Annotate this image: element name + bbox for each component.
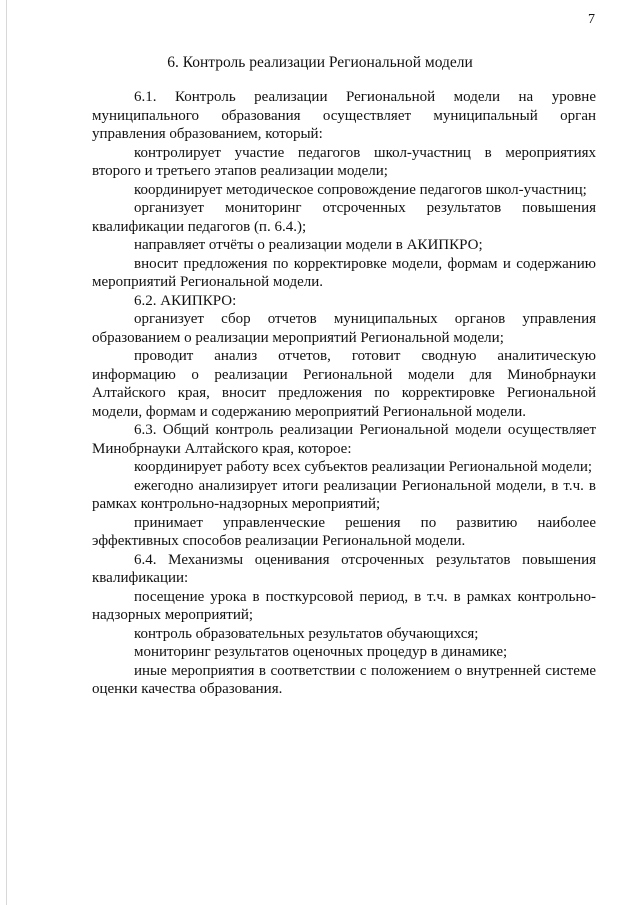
paragraph-item: организует сбор отчетов муниципальных органов управления образованием о реализации мероприятий Региональной модели; xyxy=(92,311,596,346)
paragraph-item: вносит предложения по корректировке модели, формам и содержанию мероприятий Региональной модели. xyxy=(92,255,596,290)
paragraph-item: мониторинг результатов оценочных процедур в динамике; xyxy=(134,644,508,660)
paragraph-6-2: 6.2. АКИПКРО: xyxy=(134,292,237,309)
paragraph-6-1: 6.1. Контроль реализации Региональной модели на уровне муниципального образования осуществляет муниципальный орган управления образованием, который: xyxy=(92,89,596,142)
paragraph-item: координирует методическое сопровождение педагогов школ-участниц; xyxy=(134,181,587,198)
page-edge-line xyxy=(6,0,7,905)
paragraph-item: проводит анализ отчетов, готовит сводную аналитическую информацию о реализации Региональной модели для Минобрнауки Алтайского края, вносит предложения по корректировке Региональной модели, формам и содержанию мероприятий Региональной модели. xyxy=(92,348,596,420)
paragraph-item: ежегодно анализирует итоги реализации Региональной модели, в т.ч. в рамках контрольно-надзорных мероприятий; xyxy=(92,477,596,512)
document-body xyxy=(92,88,596,699)
paragraph-item: посещение урока в посткурсовой период, в т.ч. в рамках контрольно-надзорных мероприятий; xyxy=(92,588,596,623)
paragraph-item: контроль образовательных результатов обучающихся; xyxy=(134,625,479,642)
paragraph-item: организует мониторинг отсроченных результатов повышения квалификации педагогов (п. 6.4.); xyxy=(92,200,596,235)
paragraph-item: принимает управленческие решения по развитию наиболее эффективных способов реализации Региональной модели. xyxy=(92,514,596,549)
paragraph-item: направляет отчёты о реализации модели в АКИПКРО; xyxy=(134,237,483,253)
paragraph-item: контролирует участие педагогов школ-участниц в мероприятиях второго и третьего этапов реализации модели; xyxy=(92,144,596,179)
paragraph-6-4: 6.4. Механизмы оценивания отсроченных результатов повышения квалификации: xyxy=(92,551,596,586)
page-number: 7 xyxy=(588,12,595,27)
paragraph-item: координирует работу всех субъектов реализации Региональной модели; xyxy=(134,459,593,475)
section-title: 6. Контроль реализации Региональной модели xyxy=(167,54,473,71)
paragraph-item: иные мероприятия в соответствии с положением о внутренней системе оценки качества образования. xyxy=(92,662,596,697)
paragraph-6-3: 6.3. Общий контроль реализации Региональной модели осуществляет Минобрнауки Алтайского края, которое: xyxy=(92,422,596,457)
